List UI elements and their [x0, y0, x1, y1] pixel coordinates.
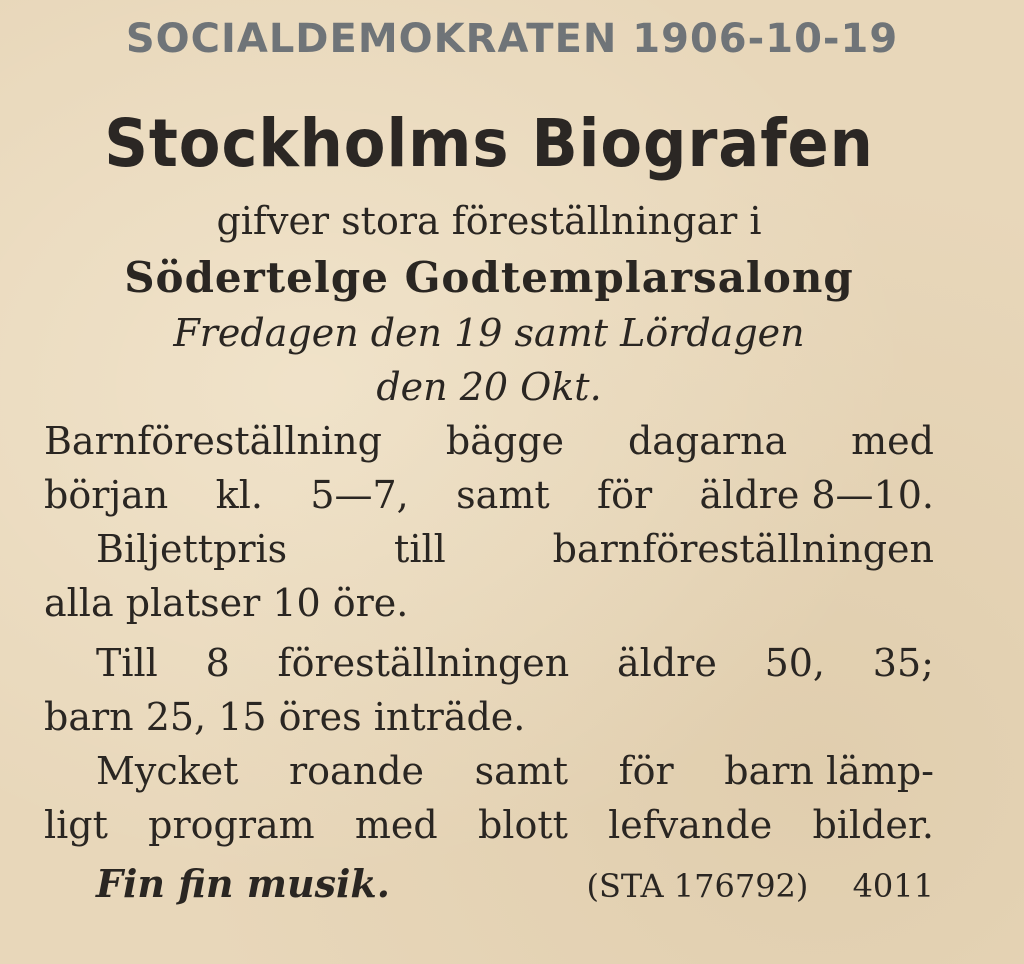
word: till — [394, 527, 446, 571]
word: lefvande — [608, 803, 773, 847]
word: Barnföreställning — [44, 419, 382, 463]
word: barnföreställningen — [552, 527, 934, 571]
music-note: Fin fin musik. — [96, 861, 390, 906]
word: med — [851, 419, 934, 463]
advertisement — [44, 96, 934, 914]
ticket-price-line-2: alla platser 10 öre. — [44, 581, 409, 625]
ad-venue: Södertelge Godtemplarsalong — [124, 253, 854, 302]
word: samt — [474, 749, 569, 793]
word: bilder. — [812, 803, 934, 847]
word: bägge — [445, 419, 565, 463]
word: blott — [477, 803, 568, 847]
ad-title: Stockholms Biografen — [104, 105, 874, 182]
newspaper-masthead: SOCIALDEMOKRATEN 1906-10-19 — [125, 16, 899, 62]
word: ligt — [44, 803, 108, 847]
word: med — [354, 803, 438, 847]
word: samt — [456, 473, 550, 517]
ad-footer — [44, 856, 934, 914]
ad-reference — [586, 858, 934, 914]
word: program — [148, 803, 315, 847]
word: 5—7, — [310, 473, 409, 517]
word: för — [618, 749, 674, 793]
reference-number: 4011 — [852, 867, 934, 905]
adult-showing-line-2: barn 25, 15 öres inträde. — [44, 695, 526, 739]
adult-showing-line-1 — [44, 636, 934, 690]
word: 35; — [872, 641, 934, 685]
word: Till — [96, 641, 158, 685]
word: för — [597, 473, 653, 517]
word: äldre — [617, 641, 717, 685]
ad-subtitle: gifver stora föreställningar i — [216, 199, 762, 243]
program-line-2 — [44, 798, 934, 852]
reference-code: (STA 176792) — [586, 867, 809, 905]
word: roande — [289, 749, 425, 793]
ad-date-line-2: den 20 Okt. — [376, 365, 602, 409]
ad-date-line-1: Fredagen den 19 samt Lördagen — [173, 311, 805, 355]
ticket-price-line-1 — [44, 522, 934, 576]
program-line-1 — [44, 744, 934, 798]
word: 8 — [205, 641, 230, 685]
word: äldre 8—10. — [699, 473, 934, 517]
word: dagarna — [627, 419, 788, 463]
word: Biljettpris — [96, 527, 288, 571]
word: kl. — [215, 473, 263, 517]
word: början — [44, 473, 169, 517]
word: 50, — [764, 641, 826, 685]
children-showing-line-1 — [44, 414, 934, 468]
children-showing-line-2 — [44, 468, 934, 522]
word: Mycket — [96, 749, 239, 793]
word: barn lämp- — [724, 749, 934, 793]
word: föreställningen — [277, 641, 570, 685]
